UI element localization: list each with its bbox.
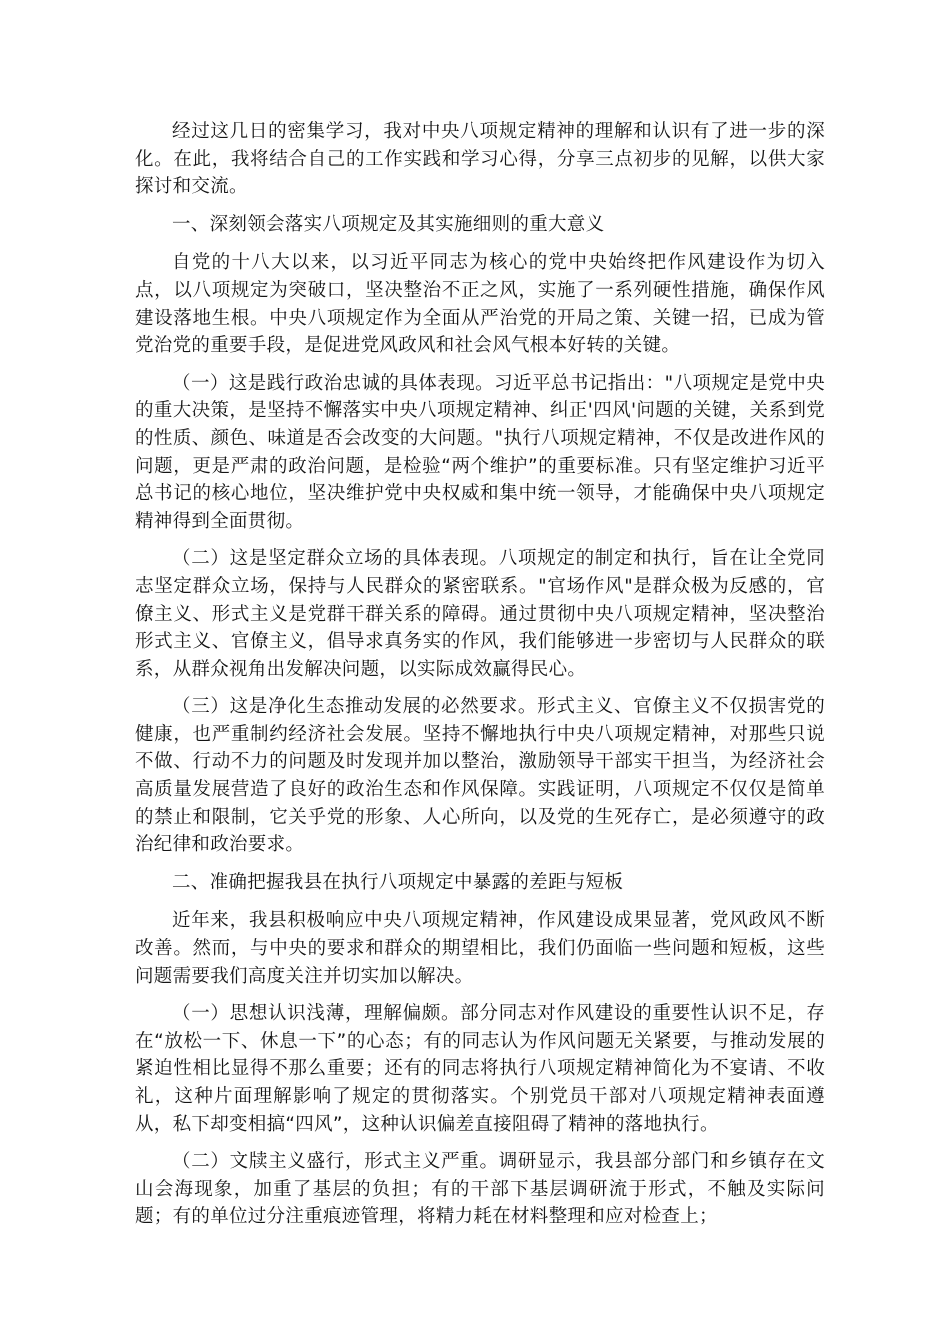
section-2-paragraph: 近年来，我县积极响应中央八项规定精神，作风建设成果显著，党风政风不断改善。然而，与中央的要求和群众的期望相比，我们仍面临一些问题和短板，这些问题需要我们高度关注并切实加以解决。	[135, 910, 825, 987]
section-1-point-3: （三）这是净化生态推动发展的必然要求。形式主义、官僚主义不仅损害党的健康，也严重制约经济社会发展。坚持不懈地执行中央八项规定精神，对那些只说不做、行动不力的问题及时发现并加以整治，激励领导干部实干担当，为经济社会高质量发展营造了良好的政治生态和作风保障。实践证明，八项规定不仅仅是简单的禁止和限制，它关乎党的形象、人心所向，以及党的生死存亡，是必须遵守的政治纪律和政治要求。	[135, 696, 825, 856]
section-1-point-1: （一）这是践行政治忠诚的具体表现。习近平总书记指出："八项规定是党中央的重大决策，是坚持不懈落实中央八项规定精神、纠正'四风'问题的关键，关系到党的性质、颜色、味道是否会改变的大问题。"执行八项规定精神，不仅是改进作风的问题，更是严肃的政治问题，是检验“两个维护”的重要标准。只有坚定维护习近平总书记的核心地位，坚决维护党中央权威和集中统一领导，才能确保中央八项规定精神得到全面贯彻。	[135, 372, 825, 532]
document-page	[135, 118, 825, 1241]
intro-paragraph: 经过这几日的密集学习，我对中央八项规定精神的理解和认识有了进一步的深化。在此，我将结合自己的工作实践和学习心得，分享三点初步的见解，以供大家探讨和交流。	[135, 121, 825, 198]
section-heading-1: 一、深刻领会落实八项规定及其实施细则的重大意义	[172, 213, 605, 235]
section-1-paragraph: 自党的十八大以来，以习近平同志为核心的党中央始终把作风建设作为切入点，以八项规定为突破口，坚决整治不正之风，实施了一系列硬性措施，确保作风建设落地生根。中央八项规定作为全面从严治党的开局之策、关键一招，已成为管党治党的重要手段，是促进党风政风和社会风气根本好转的关键。	[135, 252, 825, 357]
section-1-point-2: （二）这是坚定群众立场的具体表现。八项规定的制定和执行，旨在让全党同志坚定群众立场，保持与人民群众的紧密联系。"官场作风"是群众极为反感的，官僚主义、形式主义是党群干群关系的障碍。通过贯彻中央八项规定精神，坚决整治形式主义、官僚主义，倡导求真务实的作风，我们能够进一步密切与人民群众的联系，从群众视角出发解决问题，以实际成效赢得民心。	[135, 548, 825, 680]
section-2-point-2: （二）文牍主义盛行，形式主义严重。调研显示，我县部分部门和乡镇存在文山会海现象，加重了基层的负担；有的干部下基层调研流于形式，不触及实际问题；有的单位过分注重痕迹管理，将精力耗在材料整理和应对检查上；	[135, 1151, 825, 1228]
section-2-point-1: （一）思想认识浅薄，理解偏颇。部分同志对作风建设的重要性认识不足，存在“放松一下、休息一下”的心态；有的同志认为作风问题无关紧要，与推动发展的紧迫性相比显得不那么重要；还有的同志将执行八项规定精神简化为不宴请、不收礼，这种片面理解影响了规定的贯彻落实。个别党员干部对八项规定精神表面遵从，私下却变相搞“四风”，这种认识偏差直接阻碍了精神的落地执行。	[135, 1003, 825, 1135]
section-heading-2: 二、准确把握我县在执行八项规定中暴露的差距与短板	[172, 871, 624, 893]
